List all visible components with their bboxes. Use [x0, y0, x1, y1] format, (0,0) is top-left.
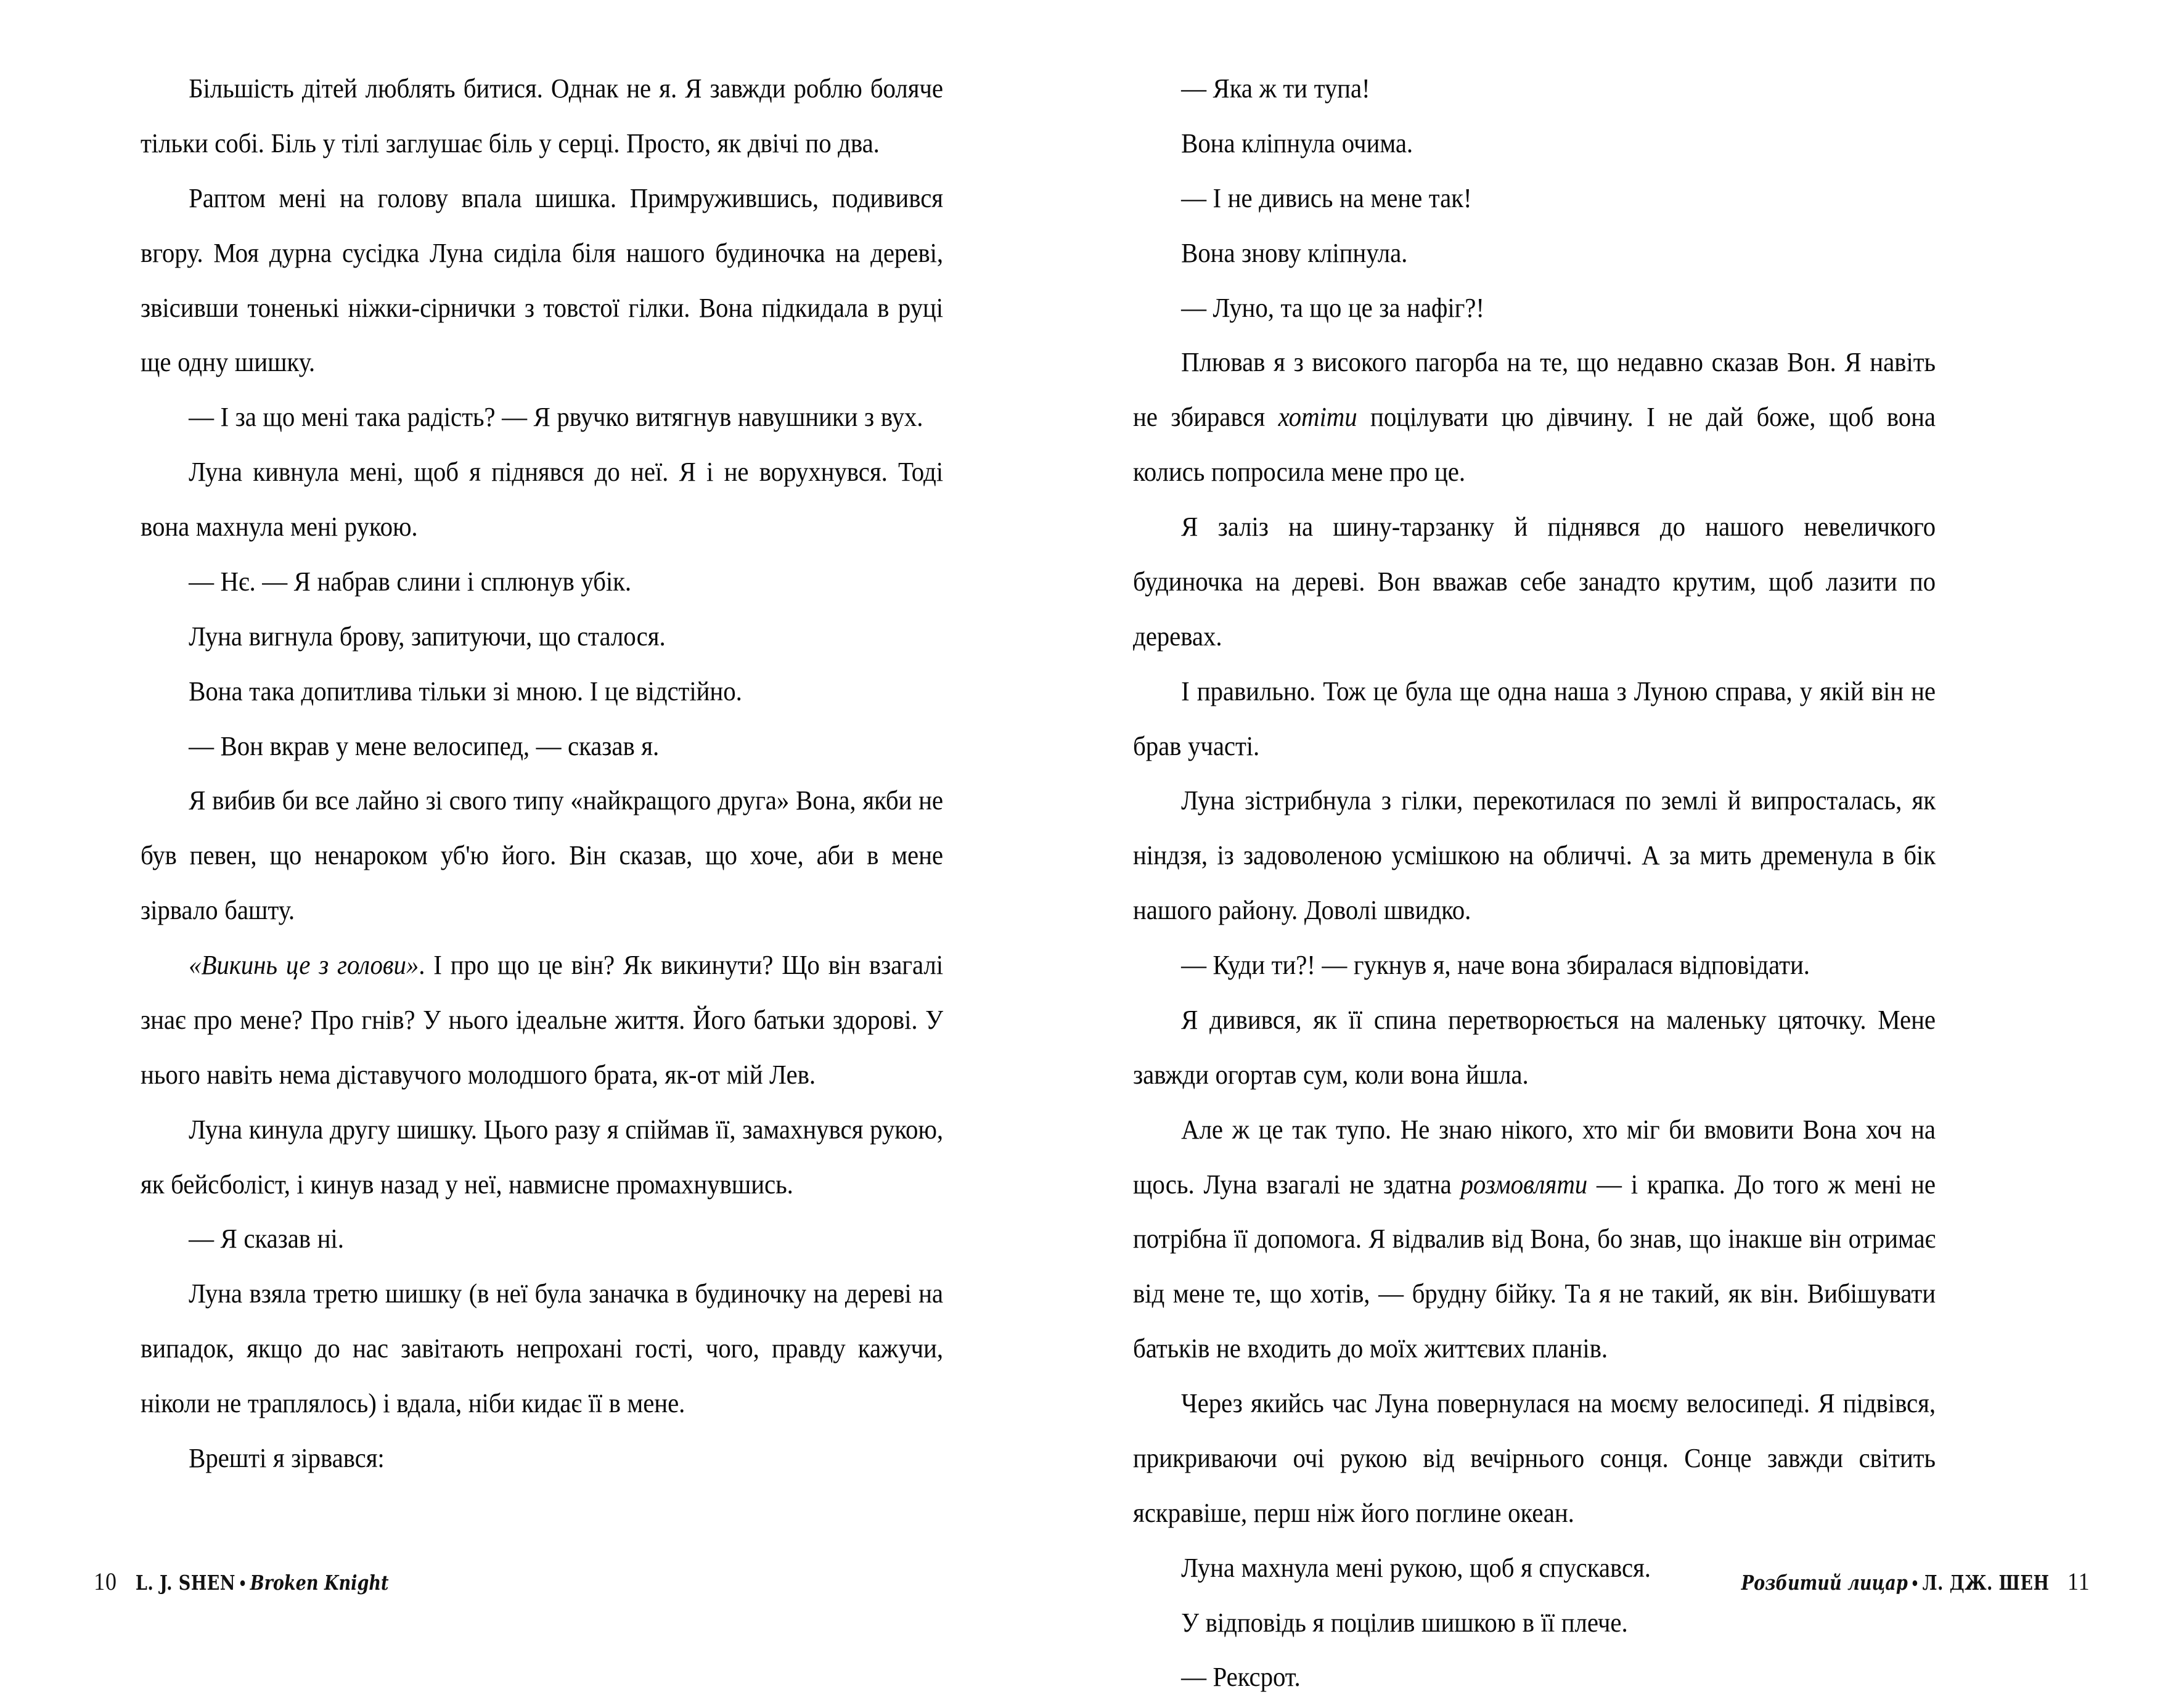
- paragraph: Раптом мені на голову впала шишка. Примружившись, подивився вгору. Моя дурна сусідка Луна сиділа біля нашого будиночка на дереві, звісивши тоненькі ніжки-сірнички з товстої гілки. Вона підкидала в руці ще одну шишку.: [141, 182, 943, 378]
- paragraph: Вона знову кліпнула.: [1181, 237, 1408, 268]
- paragraph: — І не дивись на мене так!: [1181, 182, 1472, 213]
- paragraph: — Нє. — Я набрав слини і сплюнув убік.: [189, 566, 632, 597]
- book-title-cyrillic: Розбитий лицар: [1741, 1571, 1908, 1595]
- right-page-footer: [1670, 1567, 2092, 1596]
- paragraph: Луна вигнула брову, запитуючи, що сталося.: [189, 621, 666, 652]
- paragraph: І правильно. Тож це була ще одна наша з Луною справа, у якій він не брав участі.: [1133, 676, 1936, 761]
- page-number-right: 11: [2067, 1568, 2090, 1595]
- left-page-footer: [92, 1567, 448, 1596]
- paragraph-with-italic-word: Але ж це так тупо. Не знаю нікого, хто міг би вмовити Вона хоч на щось. Луна взагалі не здатна розмовляти — і крапка. До того ж мені не потрібна її допомога. Я відвалив від Вона, бо знав, що інакше він отримає від мене те, що хотів, — брудну бійку. Та я не такий, як він. Вибішувати батьків не входить до моїх життєвих планів.: [1133, 1114, 1936, 1364]
- book-title-latin: Broken Knight: [250, 1571, 389, 1595]
- paragraph: Луна махнула мені рукою, щоб я спускався.: [1181, 1552, 1651, 1583]
- running-head-right: [1741, 1571, 2067, 1595]
- paragraph: Більшість дітей люблять битися. Однак не я. Я завжди роблю боляче тільки собі. Біль у тілі заглушає біль у серці. Просто, як двічі по два.: [141, 73, 943, 158]
- paragraph: — Рексрот.: [1181, 1662, 1301, 1693]
- paragraph: — Я сказав ні.: [189, 1224, 344, 1254]
- author-name-latin: L. J. SHEN: [135, 1571, 235, 1595]
- paragraph: Луна кинула другу шишку. Цього разу я спіймав її, замахнувся рукою, як бейсболіст, і кинув назад у неї, навмисне промахнувшись.: [141, 1114, 943, 1200]
- running-head-left: [118, 1571, 389, 1595]
- paragraph: Луна кивнула мені, щоб я піднявся до неї. Я і не ворухнувся. Тоді вона махнула мені рукою.: [141, 457, 943, 542]
- paragraph: Я вибив би все лайно зі свого типу «найкращого друга» Вона, якби не був певен, що ненароком уб'ю його. Він сказав, що хоче, аби в мене зірвало башту.: [141, 785, 943, 926]
- paragraph: — Куди ти?! — гукнув я, наче вона збиралася відповідати.: [1181, 950, 1810, 980]
- paragraph: Я дивився, як її спина перетворюється на маленьку цяточку. Мене завжди огортав сум, коли вона йшла.: [1133, 1004, 1936, 1090]
- separator-dot: •: [1910, 1575, 1920, 1593]
- separator-dot: •: [238, 1575, 247, 1593]
- paragraph: — Вон вкрав у мене велосипед, — сказав я.: [189, 730, 660, 761]
- paragraph: Я заліз на шину-тарзанку й піднявся до нашого невеличкого будиночка на дереві. Вон вважав себе занадто крутим, щоб лазити по деревах.: [1133, 512, 1936, 652]
- paragraph: — Яка ж ти тупа!: [1181, 73, 1370, 104]
- paragraph: — Луно, та що це за нафіг?!: [1181, 292, 1484, 323]
- page-number-left: 10: [94, 1568, 117, 1595]
- paragraph: У відповідь я поцілив шишкою в її плече.: [1181, 1607, 1628, 1638]
- left-page-text-column: [141, 62, 943, 1498]
- author-name-cyrillic: Л. ДЖ. ШЕН: [1922, 1571, 2050, 1595]
- paragraph: Луна взяла третю шишку (в неї була заначка в будиночку на дереві на випадок, якщо до нас завітають непрохані гості, чого, правду кажучи, ніколи не траплялось) і вдала, ніби кидає її в мене.: [141, 1278, 943, 1418]
- paragraph: Вона кліпнула очима.: [1181, 128, 1413, 158]
- paragraph: Луна зістрибнула з гілки, перекотилася по землі й випросталась, як ніндзя, із задоволеною усмішкою на обличчі. А за мить дременула в бік нашого району. Доволі швидко.: [1133, 785, 1936, 926]
- paragraph-with-italic-quote: «Викинь це з голови». І про що це він? Як викинути? Що він взагалі знає про мене? Про гнів? У нього ідеальне життя. Його батьки здорові. У нього навіть нема діставучого молодшого брата, як-от мій Лев.: [141, 950, 944, 1090]
- paragraph: Через якийсь час Луна повернулася на моєму велосипеді. Я підвівся, прикриваючи очі рукою від вечірнього сонця. Сонце завжди світить яскравіше, перш ніж його поглине океан.: [1133, 1388, 1936, 1528]
- paragraph: Врешті я зірвався:: [189, 1442, 385, 1473]
- paragraph: — І за що мені така радість? — Я рвучко витягнув навушники з вух.: [189, 402, 923, 433]
- paragraph-with-italic-word: Плював я з високого пагорба на те, що недавно сказав Вон. Я навіть не збирався хотіти поцілувати цю дівчину. І не дай боже, щоб вона колись попросила мене про це.: [1133, 347, 1936, 488]
- paragraph: Вона така допитлива тільки зі мною. І це відстійно.: [189, 676, 742, 706]
